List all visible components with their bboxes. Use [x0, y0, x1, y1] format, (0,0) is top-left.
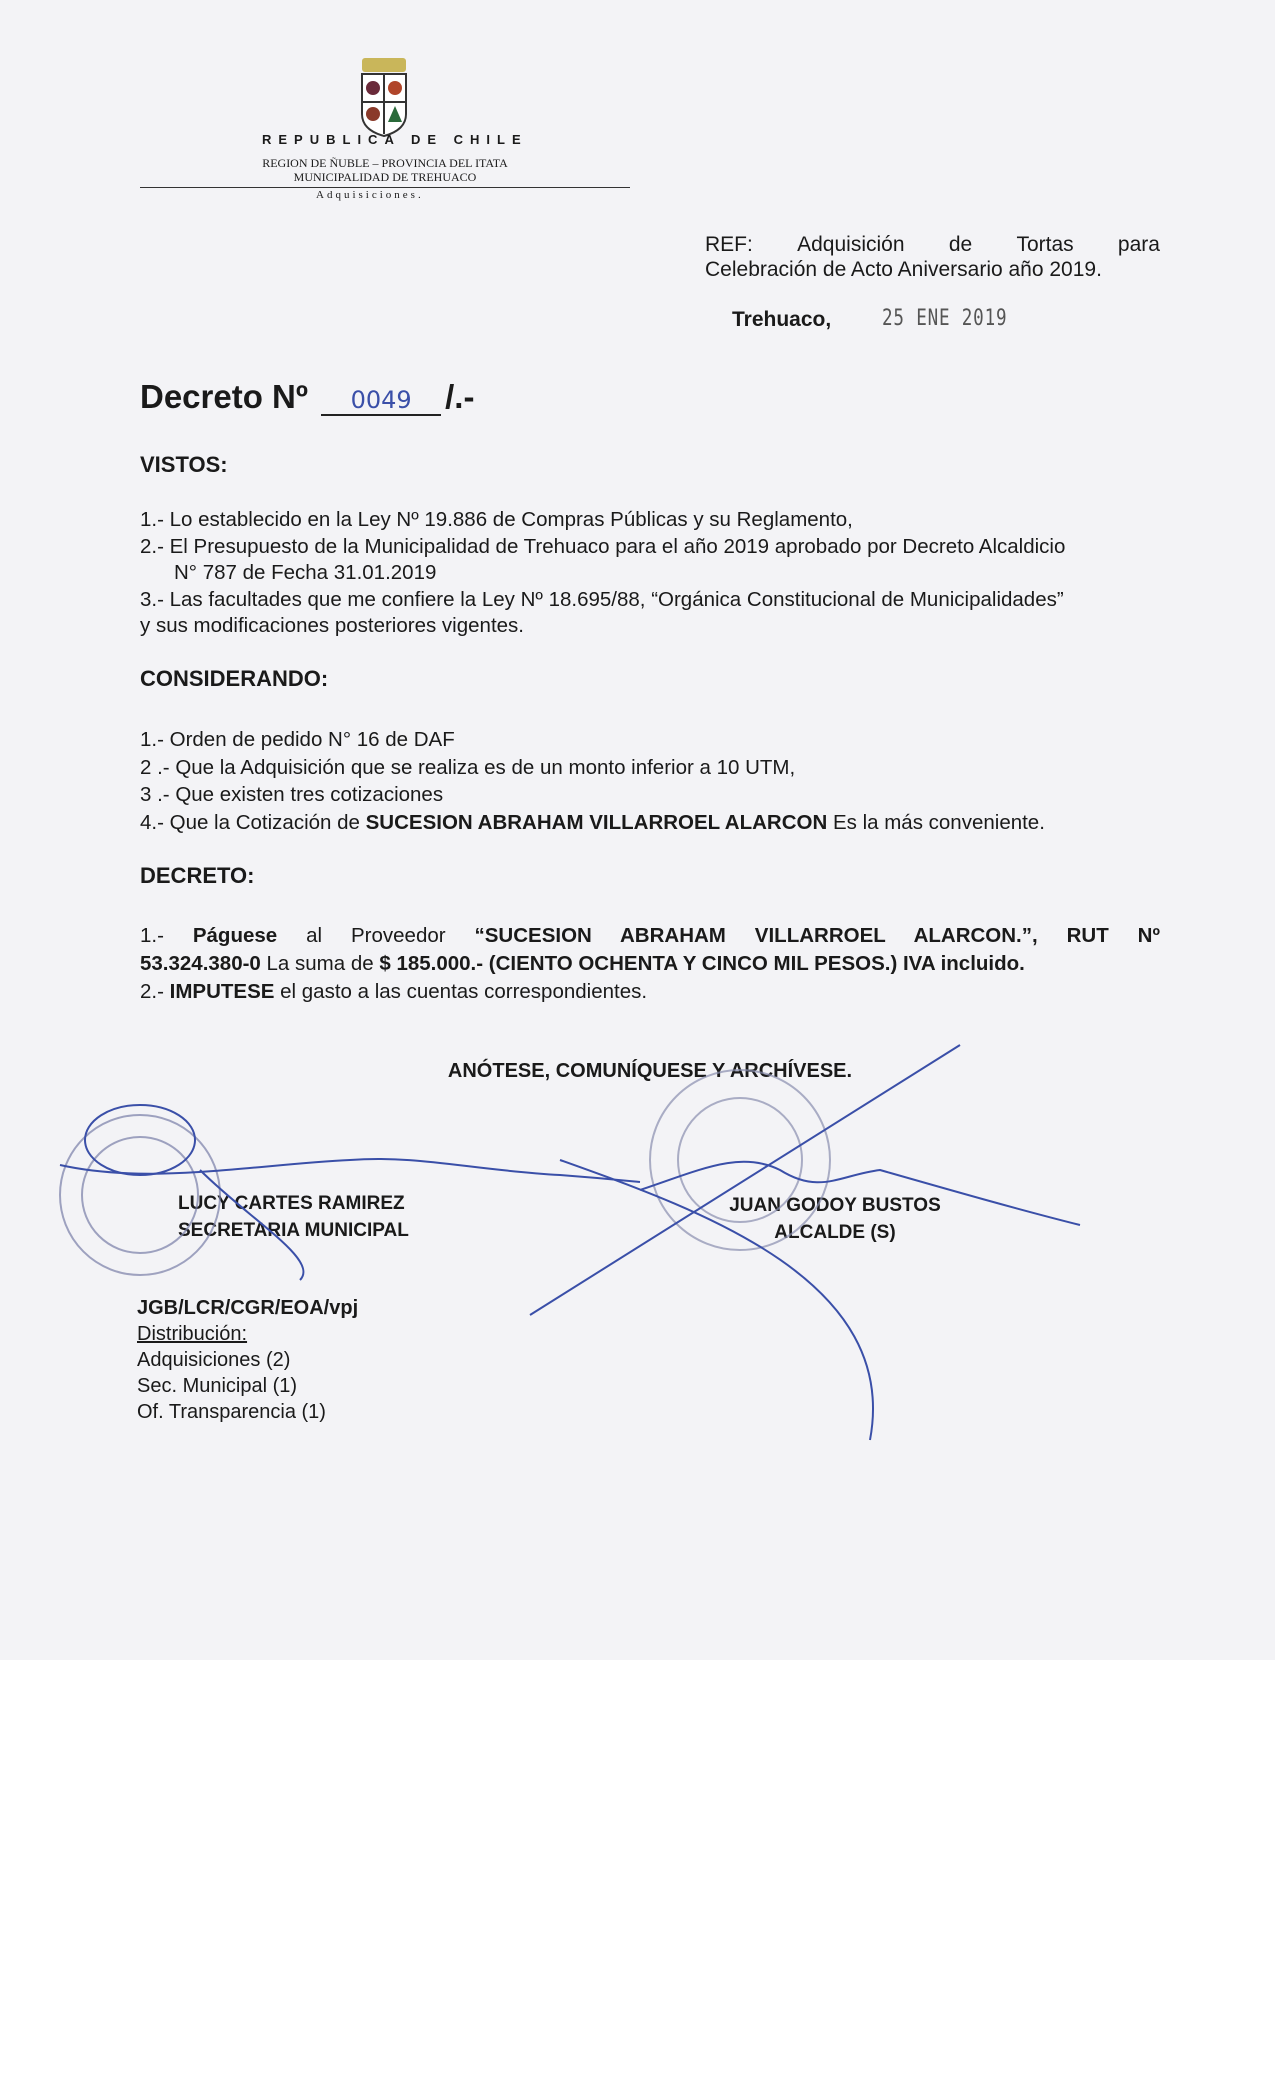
list-item: 1.- Orden de pedido N° 16 de DAF — [140, 728, 455, 751]
decree-number: 0049 — [321, 386, 441, 416]
decreto-heading: DECRETO: — [140, 863, 255, 888]
municipality-line: MUNICIPALIDAD DE TREHUACO — [293, 170, 477, 184]
text: Páguese — [192, 924, 278, 947]
header-divider — [140, 187, 630, 188]
text: el gasto a las cuentas correspondientes. — [274, 980, 648, 1003]
decree-title — [140, 378, 474, 416]
list-item — [140, 922, 1160, 950]
rut: 53.324.380-0 — [140, 952, 261, 975]
considerando-heading: CONSIDERANDO: — [140, 666, 329, 691]
coat-of-arms-icon — [356, 58, 412, 138]
text: 2.- — [140, 980, 170, 1003]
signer-name: JUAN GODOY BUSTOS — [729, 1195, 941, 1216]
considerando-list — [140, 726, 1160, 836]
signer-title: SECRETARIA MUNICIPAL — [178, 1220, 409, 1241]
text: La suma de — [260, 952, 380, 975]
decree-label: Decreto Nº — [140, 378, 308, 415]
initials: JGB/LCR/CGR/EOA/vpj — [137, 1297, 359, 1319]
date-stamp: 25 ENE 2019 — [882, 306, 1008, 331]
list-item — [140, 809, 1160, 837]
list-item: y sus modificaciones posteriores vigentes. — [140, 614, 524, 637]
supplier-name: SUCESION ABRAHAM VILLARROEL ALARCON — [365, 810, 828, 834]
distribution-item: Adquisiciones (2) — [137, 1349, 291, 1371]
country-heading: REPUBLICA DE CHILE — [262, 132, 528, 147]
decreto-list — [140, 922, 1160, 1006]
reference — [705, 232, 1160, 282]
text: 1.- — [140, 924, 164, 947]
ref-word: Adquisición — [797, 233, 905, 256]
list-item: 1.- Lo establecido en la Ley Nº 19.886 de Compras Públicas y su Reglamento, — [140, 508, 853, 531]
decree-suffix: /.- — [445, 378, 475, 415]
list-item: N° 787 de Fecha 31.01.2019 — [174, 561, 437, 584]
vistos-heading: VISTOS: — [140, 452, 228, 477]
department-line: Adquisiciones. — [316, 189, 424, 201]
distribution-label: Distribución: — [137, 1323, 248, 1345]
signature-left — [178, 1190, 409, 1244]
region-line: REGION DE ÑUBLE – PROVINCIA DEL ITATA — [262, 156, 508, 170]
list-item: 3 .- Que existen tres cotizaciones — [140, 783, 444, 806]
amount: $ 185.000.- (CIENTO OCHENTA Y CINCO MIL PESOS.) IVA incluido. — [379, 952, 1025, 975]
signature-right — [700, 1192, 970, 1246]
list-item: 2.- El Presupuesto de la Municipalidad de Trehuaco para el año 2019 aprobado por Decreto Alcaldicio — [140, 534, 1066, 558]
text: 4.- Que la Cotización de — [140, 810, 366, 834]
list-item — [140, 950, 1160, 978]
list-item — [140, 978, 1160, 1006]
ref-word: para — [1117, 233, 1160, 256]
ref-line-2: Celebración de Acto Aniversario año 2019. — [705, 258, 1102, 281]
ref-word: Tortas — [1016, 233, 1074, 256]
list-item: 2 .- Que la Adquisición que se realiza es de un monto inferior a 10 UTM, — [140, 755, 796, 779]
text: IMPUTESE — [169, 980, 275, 1003]
ref-label: REF: — [705, 233, 753, 256]
text: Es la más conveniente. — [827, 810, 1045, 834]
place: Trehuaco, — [732, 308, 832, 331]
vistos-list — [140, 507, 1160, 640]
text: RUT Nº — [1066, 924, 1160, 947]
text: “SUCESION ABRAHAM VILLARROEL ALARCON.”, — [474, 924, 1038, 947]
signer-title: ALCALDE (S) — [774, 1222, 896, 1243]
ref-word: de — [948, 233, 973, 256]
text: al Proveedor — [306, 924, 446, 947]
institution-heading — [250, 156, 520, 184]
list-item: 3.- Las facultades que me confiere la Ley Nº 18.695/88, “Orgánica Constitucional de Municipalidades” — [140, 587, 1064, 611]
closing-formula: ANÓTESE, COMUNÍQUESE Y ARCHÍVESE. — [447, 1060, 853, 1082]
distribution-item: Of. Transparencia (1) — [137, 1401, 326, 1423]
distribution-item: Sec. Municipal (1) — [137, 1375, 298, 1397]
footer — [137, 1295, 358, 1425]
signer-name: LUCY CARTES RAMIREZ — [178, 1193, 405, 1214]
